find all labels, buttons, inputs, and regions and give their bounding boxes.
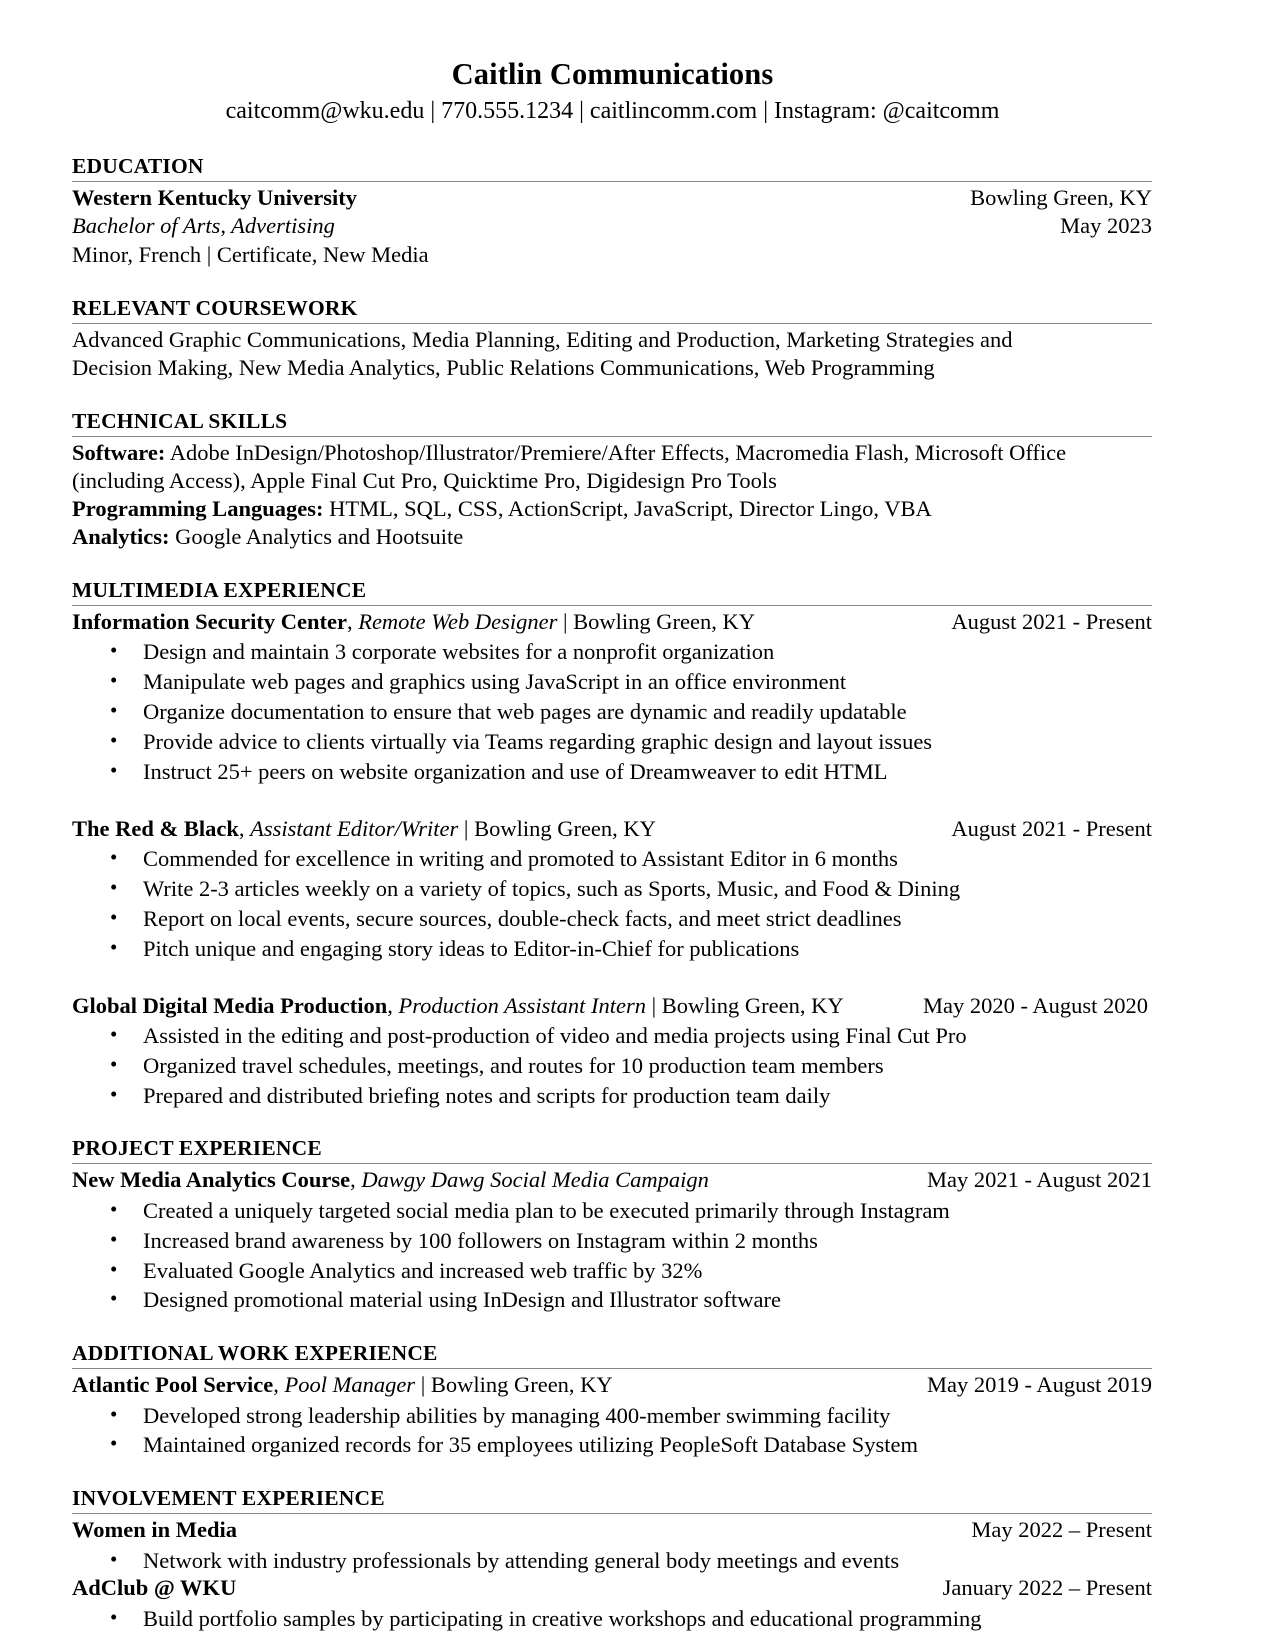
experience-separator: ,: [346, 608, 359, 634]
section-divider: [72, 436, 1152, 437]
additional-entries: [72, 1371, 1153, 1459]
list-item: • Increased brand awareness by 100 followers on Instagram within 2 months: [72, 1228, 1153, 1255]
experience-entry-title-line: [72, 608, 755, 636]
contact-line: caitcomm@wku.edu | 770.555.1234 | caitlincomm.com | Instagram: @caitcomm: [225, 97, 1000, 124]
experience-entry-header: [72, 815, 1152, 843]
experience-entry: [72, 608, 1153, 786]
section-additional-work-experience: [72, 1341, 1153, 1459]
experience-separator: ,: [350, 1167, 362, 1193]
education-degree: Bachelor of Arts, Advertising: [72, 213, 335, 239]
list-item: • Evaluated Google Analytics and increased web traffic by 32%: [72, 1258, 1153, 1285]
list-item: • Organized travel schedules, meetings, and routes for 10 production team members: [72, 1053, 1153, 1080]
experience-entry: [72, 1371, 1153, 1459]
skills-analytics-value: Google Analytics and Hootsuite: [169, 524, 464, 550]
experience-bullet-list: [72, 1023, 1153, 1110]
experience-entry: [72, 815, 1153, 963]
skills-software-value: Adobe InDesign/Photoshop/Illustrator/Premiere/After Effects, Macromedia Flash, Microsoft Office (including Access), Apple Final Cut Pro, Quicktime Pro, Digidesign Pro Tools: [72, 440, 1067, 494]
experience-organization: Atlantic Pool Service: [72, 1372, 274, 1398]
page-title: Caitlin Communications: [451, 57, 774, 91]
section-heading-involvement-experience: INVOLVEMENT EXPERIENCE: [72, 1486, 385, 1511]
section-project-experience: [72, 1136, 1153, 1314]
experience-bullet-list: [72, 1548, 1153, 1575]
experience-organization: New Media Analytics Course: [72, 1167, 351, 1193]
section-divider: [72, 1368, 1152, 1369]
experience-entry-title-line: [72, 1166, 709, 1194]
list-item: • Report on local events, secure sources, double-check facts, and meet strict deadlines: [72, 906, 1153, 933]
experience-entry-title-line: [72, 1371, 613, 1399]
section-heading-multimedia-experience: MULTIMEDIA EXPERIENCE: [72, 578, 367, 603]
experience-date: May 2020 - August 2020: [923, 992, 1148, 1018]
section-divider: [72, 181, 1152, 182]
experience-date: January 2022 – Present: [942, 1575, 1152, 1601]
section-divider: [72, 1513, 1152, 1514]
section-divider: [72, 323, 1152, 324]
section-education: [72, 154, 1153, 269]
experience-bullet-list: [72, 1403, 1153, 1460]
list-item: • Developed strong leadership abilities by managing 400-member swimming facility: [72, 1403, 1153, 1430]
section-divider: [72, 605, 1152, 606]
experience-location: Bowling Green, KY: [430, 1372, 613, 1398]
experience-separator: |: [458, 815, 475, 841]
experience-date: August 2021 - Present: [951, 608, 1152, 634]
section-heading-education: EDUCATION: [72, 154, 204, 179]
list-item: • Manipulate web pages and graphics using JavaScript in an office environment: [72, 669, 1153, 696]
experience-separator: ,: [238, 815, 251, 841]
experience-entry-header: [72, 1574, 1152, 1602]
section-coursework: [72, 296, 1153, 382]
list-item: • Prepared and distributed briefing notes and scripts for production team daily: [72, 1083, 1153, 1110]
section-technical-skills: [72, 409, 1153, 551]
experience-bullet-list: [72, 1198, 1153, 1315]
list-item: • Maintained organized records for 35 employees utilizing PeopleSoft Database System: [72, 1432, 1153, 1459]
list-item: • Assisted in the editing and post-production of video and media projects using Final Cut Pro: [72, 1023, 1153, 1050]
experience-organization: Global Digital Media Production: [72, 992, 388, 1018]
skills-software-line: [72, 439, 1147, 495]
multimedia-entries: [72, 608, 1153, 1110]
skills-software-label: Software:: [72, 440, 166, 466]
experience-date: May 2019 - August 2019: [927, 1372, 1152, 1398]
education-school: Western Kentucky University: [72, 185, 357, 211]
experience-entry-header: [72, 992, 1152, 1020]
experience-entry-header: [72, 608, 1152, 636]
list-item: • Created a uniquely targeted social media plan to be executed primarily through Instagram: [72, 1198, 1153, 1225]
list-item: • Designed promotional material using InDesign and Illustrator software: [72, 1287, 1153, 1314]
skills-languages-line: [72, 495, 1147, 523]
involvement-entries: [72, 1516, 1153, 1632]
experience-date: May 2021 - August 2021: [927, 1167, 1152, 1193]
education-date: May 2023: [1060, 213, 1152, 239]
list-item: • Design and maintain 3 corporate websites for a nonprofit organization: [72, 639, 1153, 666]
experience-entry-title-line: [72, 1574, 236, 1602]
experience-entry-title-line: [72, 815, 656, 843]
skills-languages-value: HTML, SQL, CSS, ActionScript, JavaScript, Director Lingo, VBA: [323, 496, 932, 522]
experience-role: Remote Web Designer: [358, 608, 558, 634]
section-heading-additional-work-experience: ADDITIONAL WORK EXPERIENCE: [72, 1341, 438, 1366]
experience-bullet-list: [72, 639, 1153, 785]
project-entries: [72, 1166, 1153, 1314]
education-degree-row: [72, 212, 1152, 240]
experience-organization: AdClub @ WKU: [72, 1575, 237, 1601]
list-item: • Build portfolio samples by participating in creative workshops and educational programming: [72, 1606, 1153, 1633]
list-item: • Pitch unique and engaging story ideas to Editor-in-Chief for publications: [72, 936, 1153, 963]
list-item: • Write 2-3 articles weekly on a variety of topics, such as Sports, Music, and Food & Dining: [72, 876, 1153, 903]
experience-separator: |: [415, 1372, 431, 1398]
experience-separator: ,: [273, 1372, 285, 1398]
section-involvement-experience: [72, 1486, 1153, 1632]
list-item: • Network with industry professionals by attending general body meetings and events: [72, 1548, 1153, 1575]
experience-entry-title-line: [72, 992, 844, 1020]
experience-location: Bowling Green, KY: [661, 992, 844, 1018]
coursework-body: Advanced Graphic Communications, Media Planning, Editing and Production, Marketing Strategies and Decision Making, New Media Analytics, Public Relations Communications, Web Programming: [72, 327, 1013, 381]
section-multimedia-experience: [72, 578, 1153, 1109]
experience-entry-header: [72, 1516, 1152, 1544]
experience-separator: |: [645, 992, 662, 1018]
section-heading-coursework: RELEVANT COURSEWORK: [72, 296, 358, 321]
list-item: • Provide advice to clients virtually via Teams regarding graphic design and layout issues: [72, 729, 1153, 756]
education-entry-row: [72, 184, 1152, 212]
experience-organization: The Red & Black: [72, 815, 239, 841]
education-extra: Minor, French | Certificate, New Media: [72, 241, 429, 267]
experience-bullet-list: [72, 1606, 1153, 1633]
experience-entry: [72, 992, 1153, 1110]
experience-entry: [72, 1516, 1153, 1574]
experience-date: August 2021 - Present: [951, 815, 1152, 841]
section-divider: [72, 1163, 1152, 1164]
experience-location: Bowling Green, KY: [474, 815, 656, 841]
experience-bullet-list: [72, 846, 1153, 963]
experience-role: Production Assistant Intern: [398, 992, 646, 1018]
section-heading-technical-skills: TECHNICAL SKILLS: [72, 409, 288, 434]
skills-languages-label: Programming Languages:: [72, 496, 324, 522]
experience-role: Dawgy Dawg Social Media Campaign: [361, 1167, 709, 1193]
experience-organization: Women in Media: [72, 1517, 238, 1543]
section-heading-project-experience: PROJECT EXPERIENCE: [72, 1136, 322, 1161]
experience-location: Bowling Green, KY: [573, 608, 755, 634]
education-location: Bowling Green, KY: [970, 185, 1152, 211]
list-item: • Commended for excellence in writing and promoted to Assistant Editor in 6 months: [72, 846, 1153, 873]
experience-separator: |: [557, 608, 574, 634]
skills-analytics-line: [72, 523, 1147, 551]
experience-role: Pool Manager: [284, 1372, 416, 1398]
experience-entry-title-line: [72, 1516, 237, 1544]
list-item: • Instruct 25+ peers on website organization and use of Dreamweaver to edit HTML: [72, 759, 1153, 786]
list-item: • Organize documentation to ensure that web pages are dynamic and readily updatable: [72, 699, 1153, 726]
experience-entry-header: [72, 1371, 1152, 1399]
experience-organization: Information Security Center: [72, 608, 347, 634]
experience-role: Assistant Editor/Writer: [250, 815, 459, 841]
experience-entry: [72, 1166, 1153, 1314]
experience-entry: [72, 1574, 1153, 1632]
experience-date: May 2022 – Present: [971, 1517, 1152, 1543]
experience-separator: ,: [387, 992, 399, 1018]
skills-analytics-label: Analytics:: [72, 524, 170, 550]
experience-entry-header: [72, 1166, 1152, 1194]
